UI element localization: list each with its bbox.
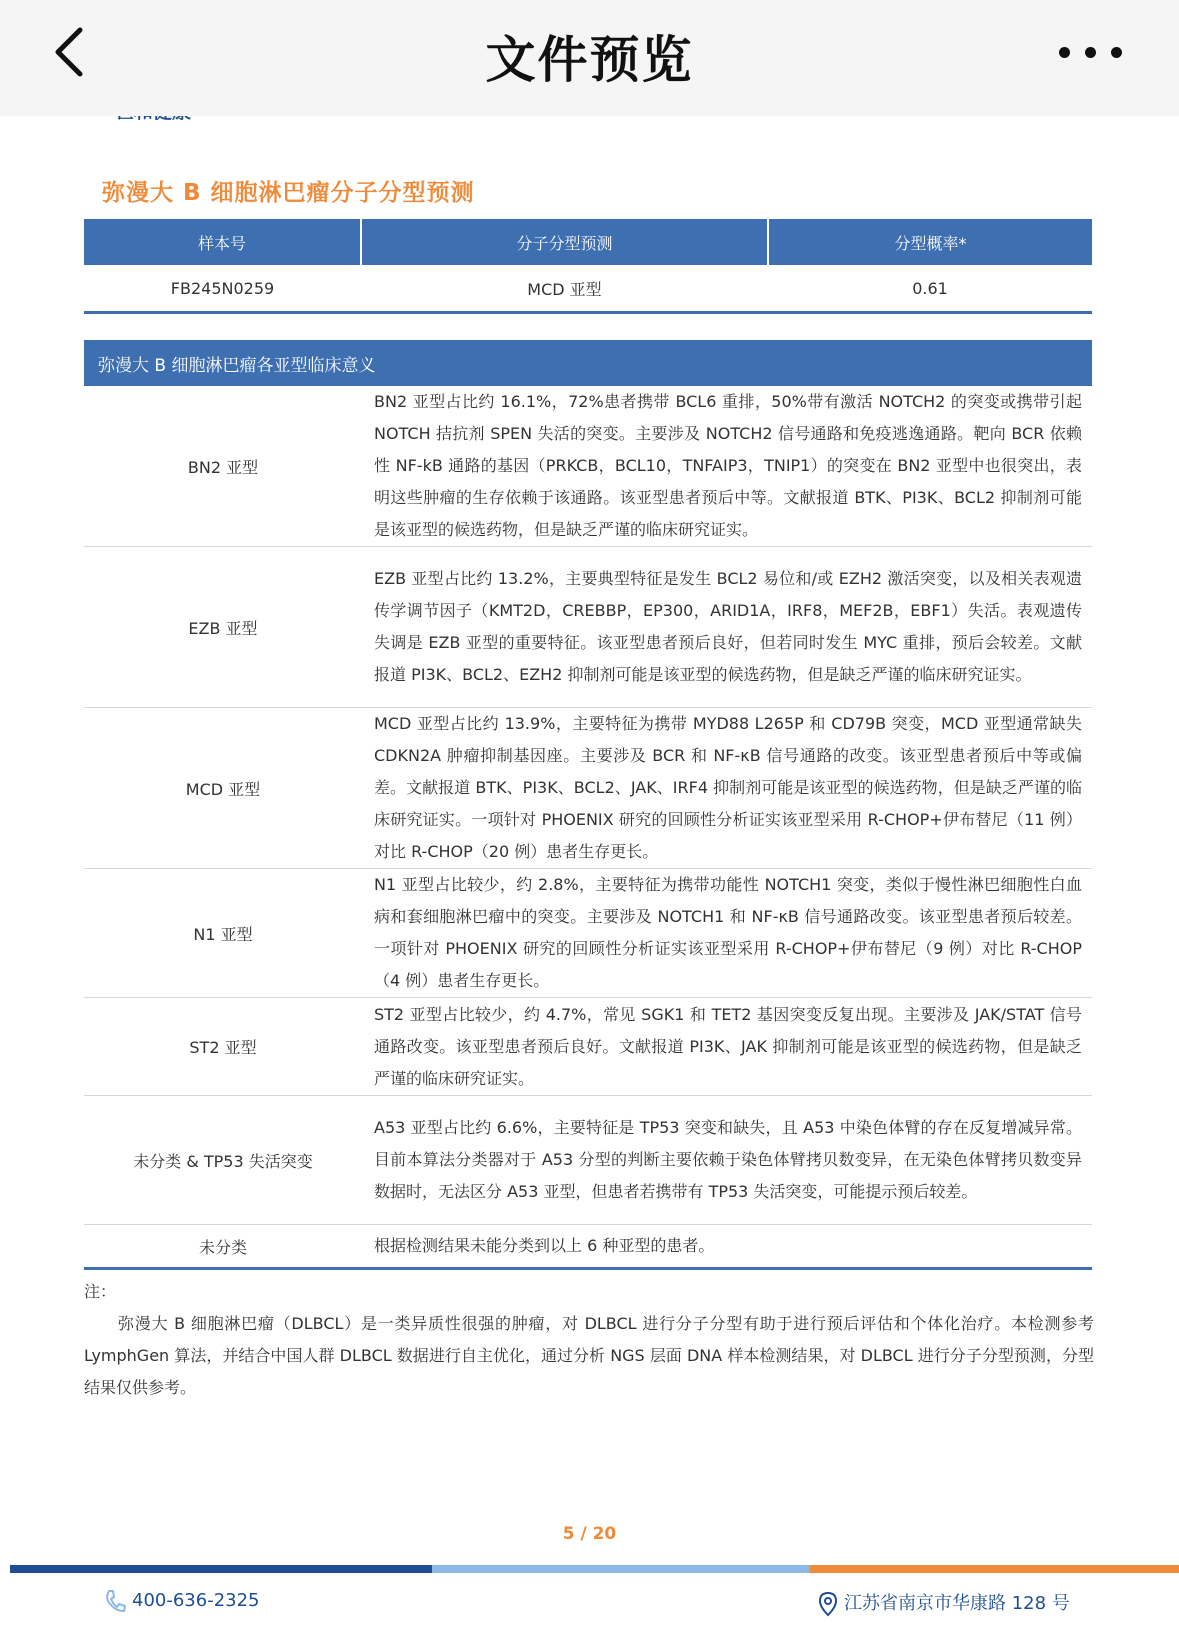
table-row: [84, 708, 1092, 869]
summary-header-row: [84, 219, 1092, 265]
description-cell: EZB 亚型占比约 13.2%，主要典型特征是发生 BCL2 易位和/或 EZH2 激活突变，以及相关表观遗传学调节因子（KMT2D，CREBBP，EP300，ARID1A，IRF8，MEF2B，EBF1）失活。表观遗传失调是 EZB 亚型的重要特征。该亚型患者预后良好，但若同时发生 MYC 重排，预后会较差。文献报道 PI3K、BCL2、EZH2 抑制剂可能是该亚型的候选药物，但是缺乏严谨的临床研究证实。: [362, 547, 1092, 708]
table-row: [84, 1096, 1092, 1225]
address-text: 江苏省南京市华康路 128 号: [844, 1593, 1070, 1614]
description-cell: ST2 亚型占比较少，约 4.7%，常见 SGK1 和 TET2 基因突变反复出现。主要涉及 JAK/STAT 信号通路改变。该亚型患者预后良好。文献报道 PI3K、JAK 抑制剂可能是该亚型的候选药物，但是缺乏严谨的临床研究证实。: [362, 998, 1092, 1096]
subtype-cell: ST2 亚型: [84, 998, 362, 1096]
subtype-cell: MCD 亚型: [84, 708, 362, 869]
description-cell: A53 亚型占比约 6.6%，主要特征是 TP53 突变和缺失，且 A53 中染色体臂的存在反复增减异常。目前本算法分类器对于 A53 分型的判断主要依赖于染色体臂拷贝数变异，在无染色体臂拷贝数变异数据时，无法区分 A53 亚型，但患者若携带有 TP53 失活突变，可能提示预后较差。: [362, 1096, 1092, 1225]
table-row: [84, 998, 1092, 1096]
clinical-significance-table: [84, 340, 1092, 1270]
more-options-icon[interactable]: [1059, 34, 1129, 70]
document-title: 弥漫大 B 细胞淋巴瘤分子分型预测: [102, 180, 475, 206]
subtype-cell: BN2 亚型: [84, 386, 362, 547]
header-sample-id: 样本号: [84, 219, 361, 265]
header-subtype-prediction: 分子分型预测: [361, 219, 768, 265]
footer-bar-orange: [810, 1565, 1179, 1573]
description-cell: 根据检测结果未能分类到以上 6 种亚型的患者。: [362, 1225, 1092, 1269]
subtype-cell: EZB 亚型: [84, 547, 362, 708]
description-cell: MCD 亚型占比约 13.9%，主要特征为携带 MYD88 L265P 和 CD79B 突变，MCD 亚型通常缺失 CDKN2A 肿瘤抑制基因座。主要涉及 BCR 和 NF-κB 信号通路的改变。该亚型患者预后中等或偏差。文献报道 BTK、PI3K、BCL2、JAK、IRF4 抑制剂可能是该亚型的候选药物，但是缺乏严谨的临床研究证实。一项针对 PHOENIX 研究的回顾性分析证实该亚型采用 R-CHOP+伊布替尼（11 例）对比 R-CHOP（20 例）患者生存更长。: [362, 708, 1092, 869]
clinical-table-title: 弥漫大 B 细胞淋巴瘤各亚型临床意义: [84, 340, 1092, 386]
note-text: 弥漫大 B 细胞淋巴瘤（DLBCL）是一类异质性很强的肿瘤，对 DLBCL 进行分子分型有助于进行预后评估和个体化治疗。本检测参考 LymphGen 算法，并结合中国人群 DLBCL 数据进行自主优化，通过分析 NGS 层面 DNA 样本检测结果，对 DLBCL 进行分子分型预测，分型结果仅供参考。: [84, 1314, 1094, 1397]
footer-phone: [104, 1589, 260, 1613]
top-nav-bar: [0, 0, 1179, 116]
note-label: 注：: [84, 1282, 117, 1301]
clinical-header-row: [84, 340, 1092, 386]
sample-id-value: FB245N0259: [84, 265, 361, 313]
table-row: [84, 869, 1092, 998]
subtype-cell: N1 亚型: [84, 869, 362, 998]
summary-table: [84, 219, 1092, 314]
page-indicator: 5 / 20: [562, 1524, 617, 1544]
summary-data-row: [84, 265, 1092, 313]
location-pin-icon: [818, 1591, 838, 1617]
phone-icon: [104, 1589, 126, 1613]
page-title: 文件预览: [485, 31, 694, 89]
subtype-cell: 未分类 & TP53 失活突变: [84, 1096, 362, 1225]
description-cell: BN2 亚型占比约 16.1%，72%患者携带 BCL6 重排，50%带有激活 NOTCH2 的突变或携带引起 NOTCH 拮抗剂 SPEN 失活的突变。主要涉及 NOTCH2 信号通路和免疫逃逸通路。靶向 BCR 依赖性 NF-kB 通路的基因（PRKCB，BCL10，TNFAIP3，TNIP1）的突变在 BN2 亚型中也很突出，表明这些肿瘤的生存依赖于该通路。该亚型患者预后中等。文献报道 BTK、PI3K、BCL2 抑制剂可能是该亚型的候选药物，但是缺乏严谨的临床研究证实。: [362, 386, 1092, 547]
subtype-cell: 未分类: [84, 1225, 362, 1269]
table-row: [84, 386, 1092, 547]
subtype-value: MCD 亚型: [361, 265, 768, 313]
probability-value: 0.61: [768, 265, 1092, 313]
table-row: [84, 547, 1092, 708]
phone-number: 400-636-2325: [132, 1590, 260, 1611]
footer-address: [818, 1589, 1070, 1617]
description-cell: N1 亚型占比较少，约 2.8%，主要特征为携带功能性 NOTCH1 突变，类似于慢性淋巴细胞性白血病和套细胞淋巴瘤中的突变。主要涉及 NOTCH1 和 NF-κB 信号通路改变。该亚型患者预后较差。一项针对 PHOENIX 研究的回顾性分析证实该亚型采用 R-CHOP+伊布替尼（9 例）对比 R-CHOP（4 例）患者生存更长。: [362, 869, 1092, 998]
note-section: [84, 1276, 1094, 1404]
header-probability: 分型概率*: [768, 219, 1092, 265]
footer-bar-light-blue: [432, 1565, 810, 1573]
footer-bar-dark-blue: [10, 1565, 432, 1573]
table-row: [84, 1225, 1092, 1269]
